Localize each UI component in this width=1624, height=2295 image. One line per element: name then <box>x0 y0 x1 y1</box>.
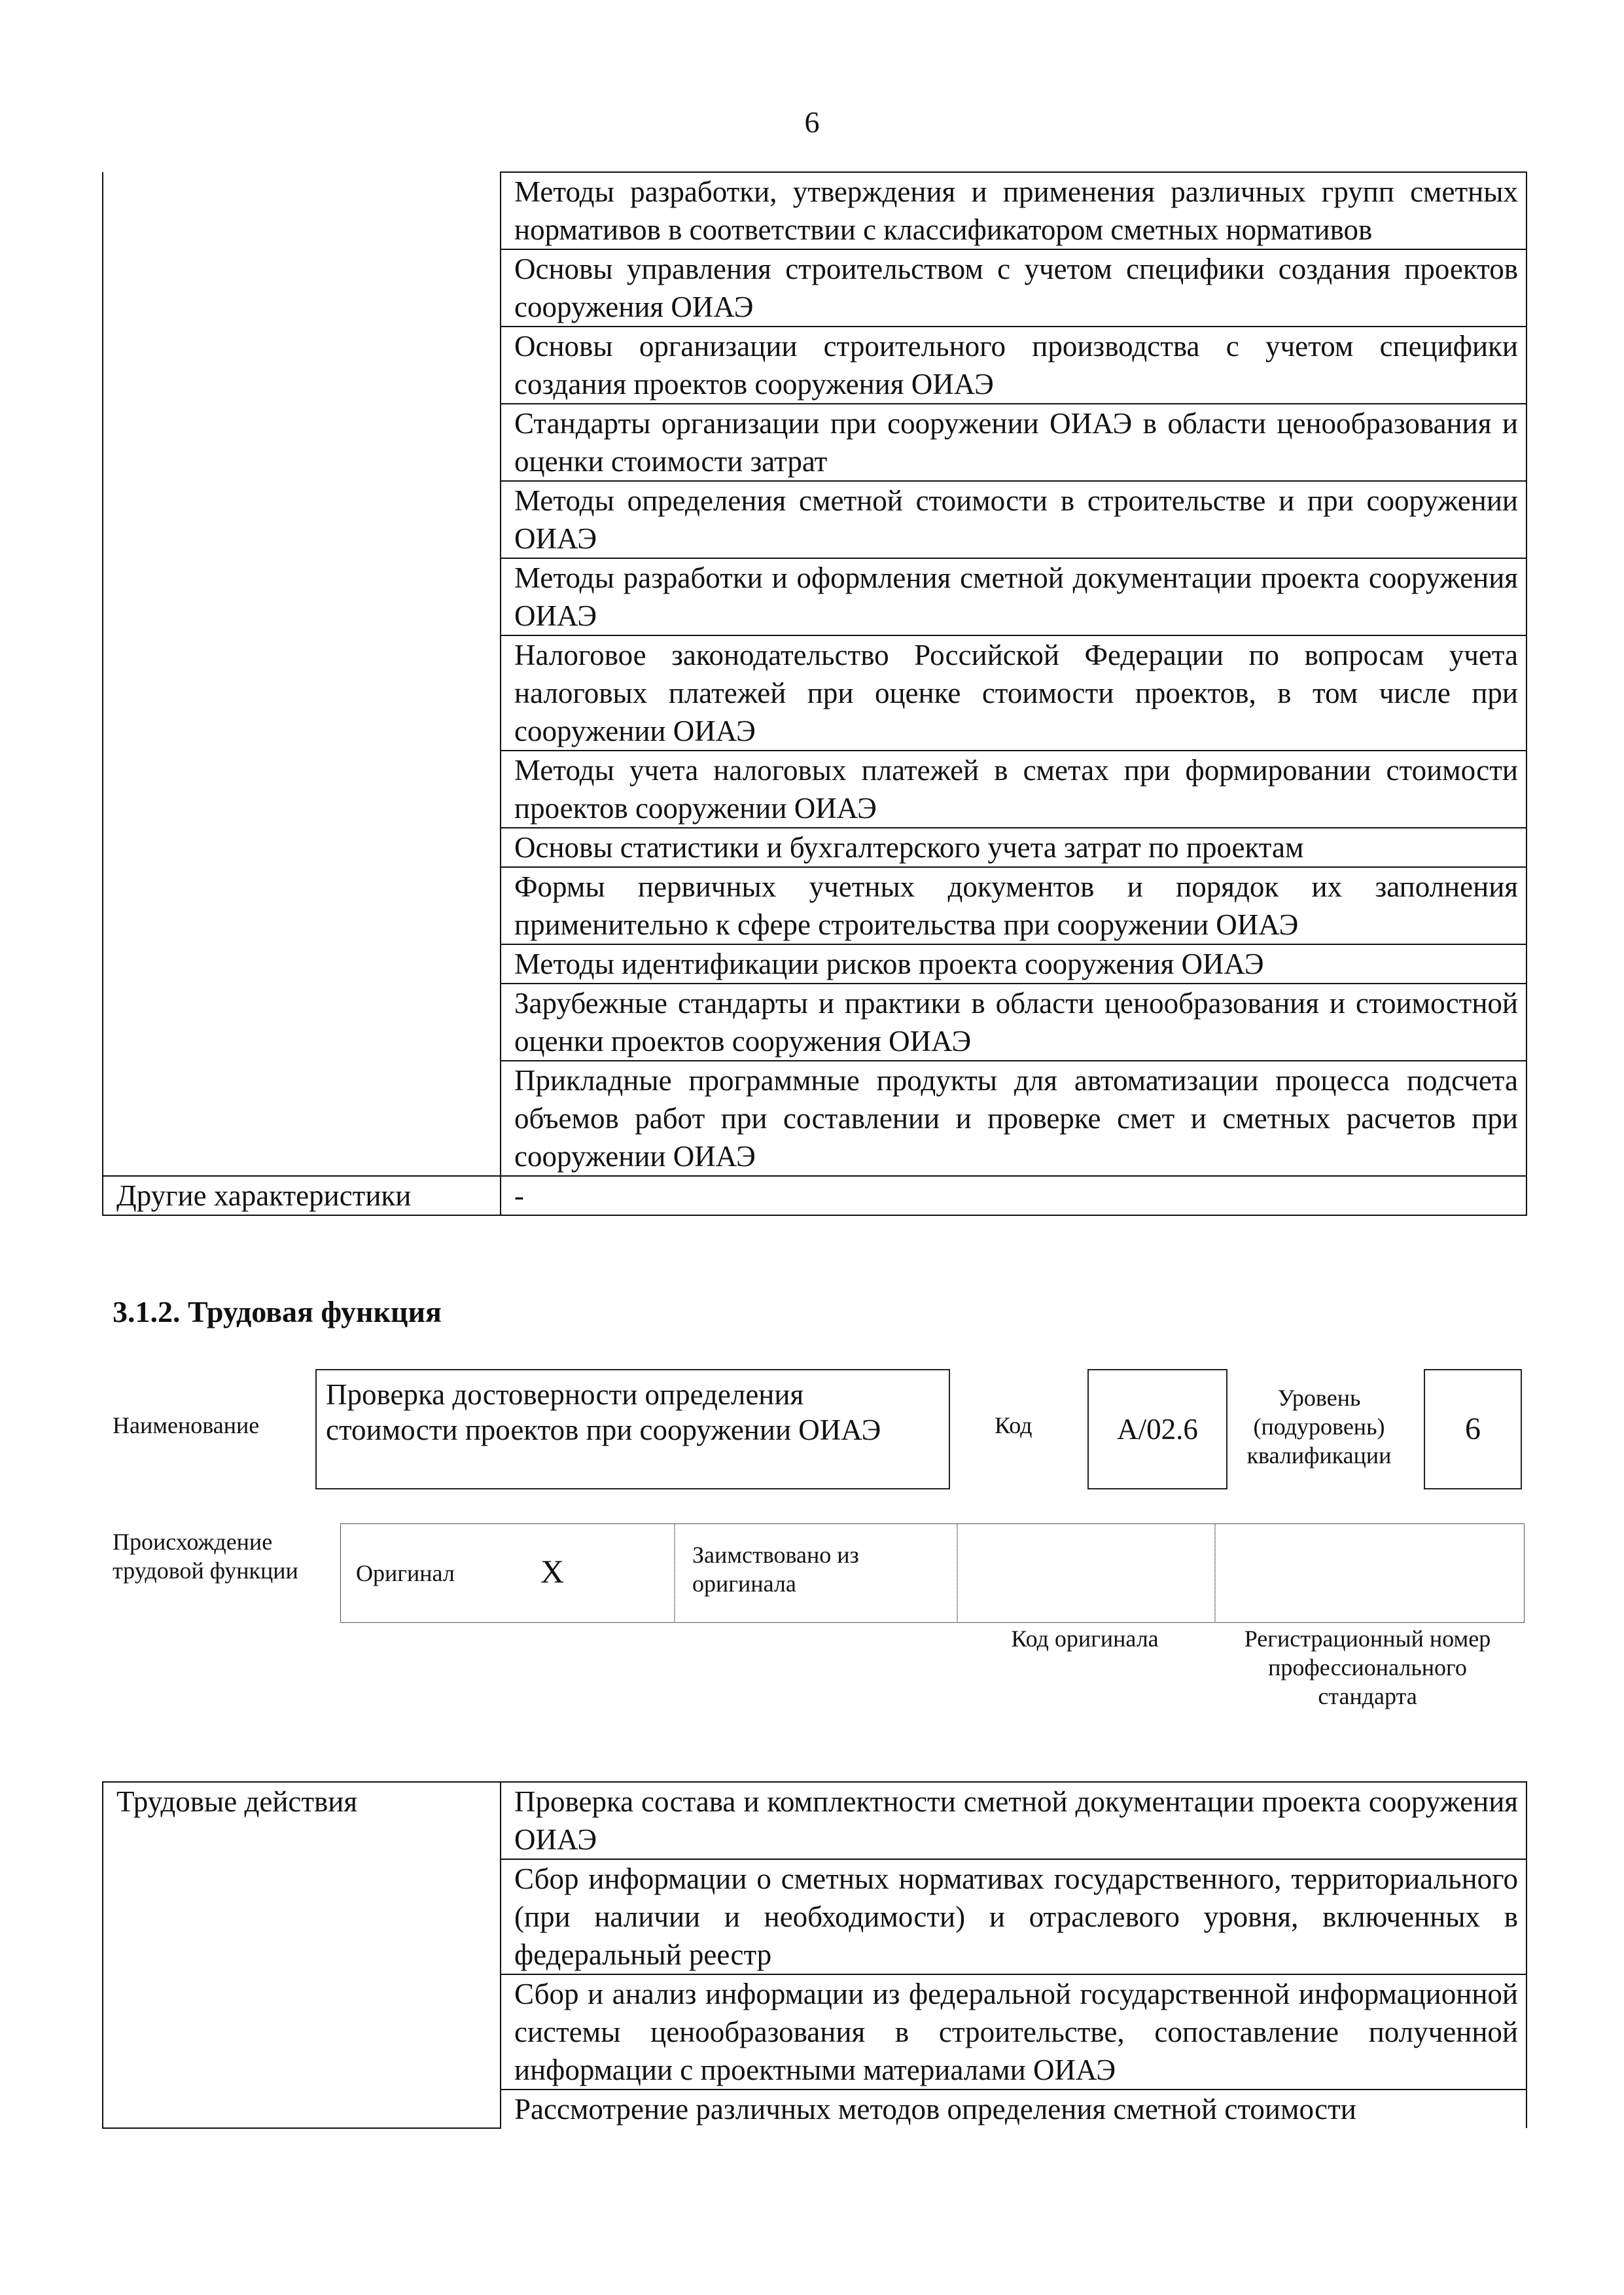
knowledge-item: Стандарты организации при сооружении ОИАЭ в области ценообразования и оценки стоимости затрат <box>501 404 1527 481</box>
level-value-box: 6 <box>1424 1369 1522 1489</box>
other-characteristics-label: Другие характеристики <box>103 1176 501 1215</box>
page-number: 6 <box>804 105 820 139</box>
knowledge-item: Методы определения сметной стоимости в строительстве и при сооружении ОИАЭ <box>501 481 1527 558</box>
labor-action-item: Проверка состава и комплектности сметной документации проекта сооружения ОИАЭ <box>501 1782 1527 1859</box>
code-value-box: A/02.6 <box>1087 1369 1227 1489</box>
knowledge-label-cell <box>103 172 501 1176</box>
code-original-caption: Код оригинала <box>1011 1626 1159 1652</box>
knowledge-item: Прикладные программные продукты для автоматизации процесса подсчета объемов работ при составлении и проверке смет и сметных расчетов при сооружении ОИАЭ <box>501 1061 1527 1176</box>
origin-grid <box>340 1523 1525 1623</box>
knowledge-item: Формы первичных учетных документов и порядок их заполнения применительно к сфере строительства при сооружении ОИАЭ <box>501 867 1527 944</box>
knowledge-item: Методы разработки, утверждения и применения различных групп сметных нормативов в соответствии с классификатором сметных нормативов <box>501 172 1527 249</box>
labor-action-item: Рассмотрение различных методов определения сметной стоимости <box>501 2090 1527 2128</box>
reg-number-caption: Регистрационный номер профессионального стандарта <box>1244 1626 1491 1709</box>
code-label: Код <box>995 1412 1033 1438</box>
knowledge-item: Основы управления строительством с учетом специфики создания проектов сооружения ОИАЭ <box>501 249 1527 327</box>
labor-action-item: Сбор информации о сметных нормативах государственного, территориального (при наличии и необходимости) и отраслевого уровня, включенных в федеральный реестр <box>501 1859 1527 1974</box>
knowledge-item: Основы организации строительного производства с учетом специфики создания проектов сооружения ОИАЭ <box>501 327 1527 404</box>
labor-action-item: Сбор и анализ информации из федеральной государственной информационной системы ценообразования в строительстве, сопоставление полученной информации с проектными материалами ОИАЭ <box>501 1974 1527 2090</box>
name-label: Наименование <box>113 1412 260 1438</box>
original-mark: X <box>540 1553 565 1590</box>
borrowed-label: Заимствовано из оригинала <box>692 1542 859 1597</box>
knowledge-item: Методы идентификации рисков проекта сооружения ОИАЭ <box>501 944 1527 984</box>
level-label: Уровень (подуровень) квалификации <box>1246 1385 1392 1468</box>
origin-divider <box>1214 1523 1216 1623</box>
origin-divider <box>957 1523 958 1623</box>
knowledge-item: Зарубежные стандарты и практики в области ценообразования и стоимостной оценки проектов сооружения ОИАЭ <box>501 984 1527 1061</box>
other-characteristics-value: - <box>501 1176 1527 1215</box>
knowledge-item: Методы разработки и оформления сметной документации проекта сооружения ОИАЭ <box>501 558 1527 635</box>
labor-actions-table <box>102 1781 1527 2129</box>
function-name-box: Проверка достоверности определения стоимости проектов при сооружении ОИАЭ <box>315 1369 950 1489</box>
knowledge-item: Основы статистики и бухгалтерского учета затрат по проектам <box>501 828 1527 867</box>
knowledge-table <box>102 171 1527 1216</box>
original-label: Оригинал <box>356 1560 455 1586</box>
knowledge-item: Налоговое законодательство Российской Федерации по вопросам учета налоговых платежей при оценке стоимости проектов, в том числе при сооружении ОИАЭ <box>501 635 1527 751</box>
origin-label: Происхождение трудовой функции <box>113 1529 298 1584</box>
section-heading: 3.1.2. Трудовая функция <box>113 1295 442 1328</box>
labor-actions-label: Трудовые действия <box>103 1782 501 2128</box>
knowledge-item: Методы учета налоговых платежей в сметах при формировании стоимости проектов сооружении ОИАЭ <box>501 751 1527 828</box>
origin-divider <box>674 1523 675 1623</box>
